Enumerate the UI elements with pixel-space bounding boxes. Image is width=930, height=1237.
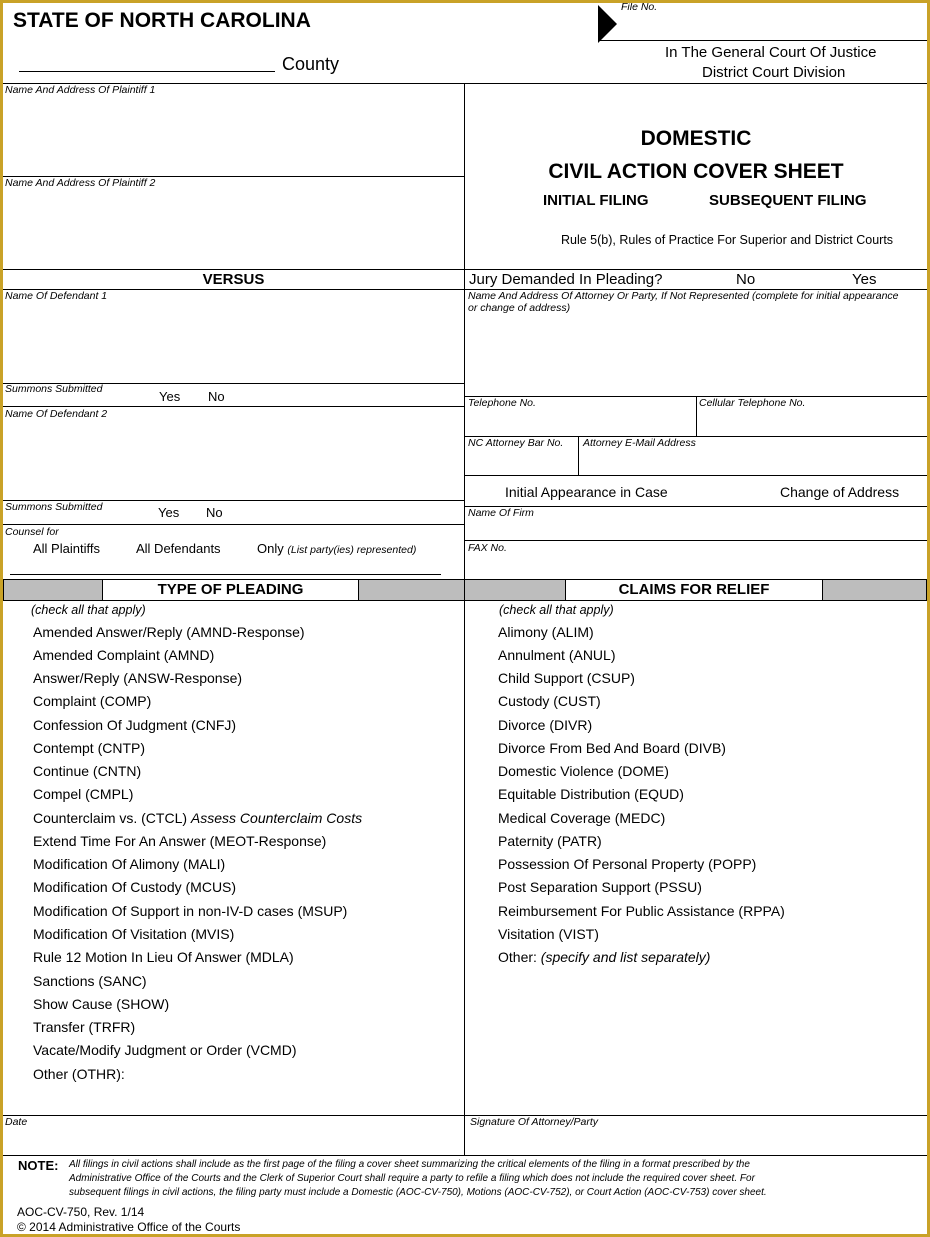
claim-item-dome[interactable]: Domestic Violence (DOME) xyxy=(498,763,669,779)
pleading-item-othr[interactable]: Other (OTHR): xyxy=(33,1066,125,1082)
title-cover-sheet: CIVIL ACTION COVER SHEET xyxy=(548,160,844,183)
counsel-all-plaintiffs[interactable]: All Plaintiffs xyxy=(33,541,100,556)
claim-item-other-label: Other: xyxy=(498,949,537,965)
state-title: STATE OF NORTH CAROLINA xyxy=(13,9,311,32)
pleading-item-cntn[interactable]: Continue (CNTN) xyxy=(33,763,142,779)
claim-item-rppa[interactable]: Reimbursement For Public Assistance (RPPA) xyxy=(498,903,785,919)
defendant1-label: Name Of Defendant 1 xyxy=(5,290,108,302)
claim-item-vist[interactable]: Visitation (VIST) xyxy=(498,926,599,942)
pleading-item-mdla[interactable]: Rule 12 Motion In Lieu Of Answer (MDLA) xyxy=(33,949,294,965)
summons1-no[interactable]: No xyxy=(208,389,225,404)
jury-no-option[interactable]: No xyxy=(736,271,756,288)
pleading-item-amnd-response[interactable]: Amended Answer/Reply (AMND-Response) xyxy=(33,624,305,640)
pleading-item-comp[interactable]: Complaint (COMP) xyxy=(33,693,152,709)
pleading-item-answ[interactable]: Answer/Reply (ANSW-Response) xyxy=(33,670,243,686)
telephone-label: Telephone No. xyxy=(468,397,536,409)
rule-summons2 xyxy=(3,524,464,525)
claims-header: CLAIMS FOR RELIEF xyxy=(565,579,823,601)
fax-label: FAX No. xyxy=(468,542,507,554)
date-label: Date xyxy=(5,1116,28,1128)
pleading-item-ctcl-label: Counterclaim vs. (CTCL) xyxy=(33,810,188,826)
counsel-for-label: Counsel for xyxy=(5,526,59,538)
pleading-item-show[interactable]: Show Cause (SHOW) xyxy=(33,996,170,1012)
court-line1: In The General Court Of Justice xyxy=(665,44,877,61)
pleading-header: TYPE OF PLEADING xyxy=(102,579,359,601)
claim-item-popp[interactable]: Possession Of Personal Property (POPP) xyxy=(498,856,757,872)
initial-appearance-option[interactable]: Initial Appearance in Case xyxy=(505,484,668,500)
claim-item-other[interactable] xyxy=(498,949,710,965)
note-line1: All filings in civil actions shall include as the first page of the filing a cover sheet summarizing the critical elements of the filing in a format prescribed by the xyxy=(69,1159,750,1170)
rule-citation: Rule 5(b), Rules of Practice For Superior and District Courts xyxy=(561,233,894,247)
pleading-item-trfr[interactable]: Transfer (TRFR) xyxy=(33,1019,136,1035)
pleading-item-mcus[interactable]: Modification Of Custody (MCUS) xyxy=(33,879,237,895)
rule-appearance xyxy=(465,506,927,507)
pleading-item-mvis[interactable]: Modification Of Visitation (MVIS) xyxy=(33,926,235,942)
cover-sheet-form xyxy=(3,3,927,1234)
pleading-item-ctcl[interactable] xyxy=(33,810,362,826)
counsel-all-defendants[interactable]: All Defendants xyxy=(136,541,221,556)
claim-item-other-extra: (specify and list separately) xyxy=(540,949,711,965)
file-no-line xyxy=(599,40,927,41)
claim-item-equd[interactable]: Equitable Distribution (EQUD) xyxy=(498,786,684,802)
claims-check-note: (check all that apply) xyxy=(499,603,614,617)
pleading-item-msup[interactable]: Modification Of Support in non-IV-D cases (MSUP) xyxy=(33,903,348,919)
counsel-party-line xyxy=(10,574,441,575)
court-line2: District Court Division xyxy=(702,64,846,81)
pleading-item-vcmd[interactable]: Vacate/Modify Judgment or Order (VCMD) xyxy=(33,1042,297,1058)
attorney-name-label: Name And Address Of Attorney Or Party, If Not Represented (complete for initial appearance or change of address) xyxy=(468,290,899,314)
copyright: © 2014 Administrative Office of the Courts xyxy=(17,1220,241,1234)
counsel-only-label: Only xyxy=(257,541,284,556)
pleading-item-cntp[interactable]: Contempt (CNTP) xyxy=(33,740,146,756)
pleading-item-ctcl-extra: Assess Counterclaim Costs xyxy=(190,810,363,826)
claim-item-csup[interactable]: Child Support (CSUP) xyxy=(498,670,635,686)
pleading-item-sanc[interactable]: Sanctions (SANC) xyxy=(33,973,147,989)
summons2-no[interactable]: No xyxy=(206,505,223,520)
claim-item-divb[interactable]: Divorce From Bed And Board (DIVB) xyxy=(498,740,726,756)
phone-divider xyxy=(696,396,697,436)
pleading-item-cmpl[interactable]: Compel (CMPL) xyxy=(33,786,134,802)
defendant2-label: Name Of Defendant 2 xyxy=(5,408,108,420)
claim-item-cust[interactable]: Custody (CUST) xyxy=(498,693,601,709)
rule-bar xyxy=(465,475,927,476)
summons1-label: Summons Submitted xyxy=(5,383,103,395)
summons2-label: Summons Submitted xyxy=(5,501,103,513)
summons1-yes[interactable]: Yes xyxy=(159,389,181,404)
rule-date-top xyxy=(3,1115,927,1116)
rule-firm xyxy=(465,540,927,541)
counsel-only-note: (List party(ies) represented) xyxy=(287,544,417,556)
note-label: NOTE: xyxy=(18,1158,59,1173)
subsequent-filing-option[interactable]: SUBSEQUENT FILING xyxy=(709,192,867,209)
email-label: Attorney E-Mail Address xyxy=(583,437,696,449)
plaintiff2-label: Name And Address Of Plaintiff 2 xyxy=(5,177,156,189)
versus-label: VERSUS xyxy=(202,271,265,288)
note-line3: subsequent filings in civil actions, the filing party must include a Domestic (AOC-CV-750), Motions (AOC-CV-752), or Court Action (AOC-CV-753) cover sheet. xyxy=(69,1187,767,1198)
rule-versus-top xyxy=(3,269,927,270)
pleading-item-mali[interactable]: Modification Of Alimony (MALI) xyxy=(33,856,226,872)
jury-yes-option[interactable]: Yes xyxy=(852,271,877,288)
file-no-arrow-icon xyxy=(597,5,619,43)
bar-no-label: NC Attorney Bar No. xyxy=(468,437,564,449)
jury-demanded-label: Jury Demanded In Pleading? xyxy=(469,271,663,288)
cellular-label: Cellular Telephone No. xyxy=(699,397,806,409)
county-line xyxy=(19,71,275,72)
pleading-item-cnfj[interactable]: Confession Of Judgment (CNFJ) xyxy=(33,717,237,733)
form-number: AOC-CV-750, Rev. 1/14 xyxy=(17,1205,145,1219)
claim-item-medc[interactable]: Medical Coverage (MEDC) xyxy=(498,810,666,826)
title-domestic: DOMESTIC xyxy=(640,127,752,150)
claim-item-patr[interactable]: Paternity (PATR) xyxy=(498,833,602,849)
firm-label: Name Of Firm xyxy=(468,507,534,519)
counsel-only[interactable] xyxy=(257,541,416,556)
bar-divider xyxy=(578,436,579,475)
note-line2: Administrative Office of the Courts and the Clerk of Superior Court shall require a party to refile a filing which does not include the required cover sheet. For xyxy=(69,1173,755,1184)
claim-item-pssu[interactable]: Post Separation Support (PSSU) xyxy=(498,879,702,895)
change-address-option[interactable]: Change of Address xyxy=(780,484,900,500)
initial-filing-option[interactable]: INITIAL FILING xyxy=(543,192,649,209)
signature-label: Signature Of Attorney/Party xyxy=(470,1116,599,1128)
rule-summons1 xyxy=(3,406,464,407)
summons2-yes[interactable]: Yes xyxy=(158,505,180,520)
claim-item-anul[interactable]: Annulment (ANUL) xyxy=(498,647,616,663)
claim-item-alim[interactable]: Alimony (ALIM) xyxy=(498,624,594,640)
pleading-item-amnd[interactable]: Amended Complaint (AMND) xyxy=(33,647,215,663)
county-label: County xyxy=(282,54,340,74)
pleading-item-meot[interactable]: Extend Time For An Answer (MEOT-Response) xyxy=(33,833,327,849)
rule-date-bottom xyxy=(3,1155,927,1156)
claim-item-divr[interactable]: Divorce (DIVR) xyxy=(498,717,593,733)
file-no-label: File No. xyxy=(621,3,658,13)
pleading-check-note: (check all that apply) xyxy=(31,603,146,617)
plaintiff1-label: Name And Address Of Plaintiff 1 xyxy=(5,84,156,96)
center-divider xyxy=(464,83,465,1155)
